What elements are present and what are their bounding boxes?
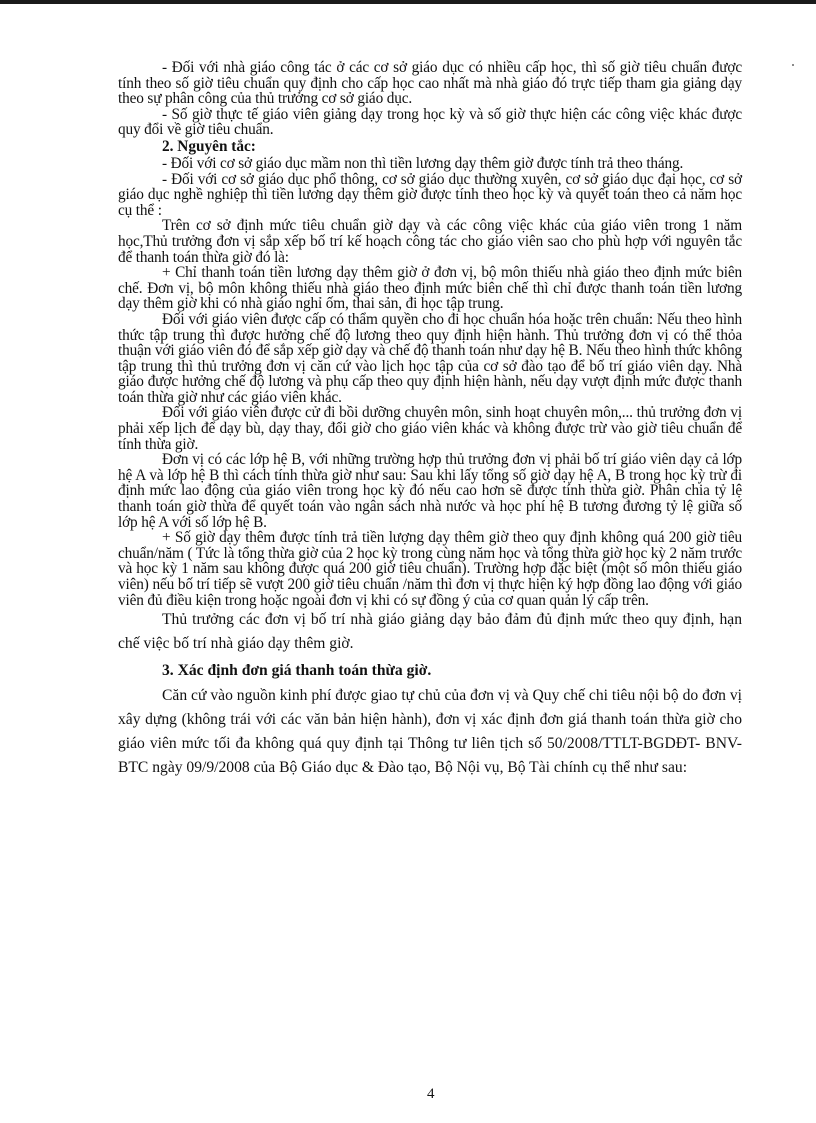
paragraph-actual-hours: - Số giờ thực tế giáo viên giảng dạy trong học kỳ và số giờ thực hiện các công việc khác được quy đổi về giờ tiêu chuẩn. — [118, 105, 742, 139]
paragraph-unit-price-basis: Căn cứ vào nguồn kinh phí được giao tự chủ của đơn vị và Quy chế chi tiêu nội bộ do đơn vị xây dựng (không trái với các văn bản hiện hành), đơn vị xác định đơn giá thanh toán thừa giờ cho giáo viên mức tối đa không quá quy định tại Thông tư liên tịch số 50/2008/TTLT-BGDĐT- BNV- BTC ngày 09/9/2008 của Bộ Giáo dục & Đào tạo, Bộ Nội vụ, Bộ Tài chính cụ thể như sau: — [118, 687, 742, 777]
paragraph-head-arrangement: Thủ trưởng các đơn vị bố trí nhà giáo giảng dạy bảo đảm đủ định mức theo quy định, hạn chế việc bố trí nhà giáo dạy thêm giờ. — [118, 611, 742, 653]
paragraph-multi-level-schools: - Đối với nhà giáo công tác ở các cơ sở giáo dục có nhiều cấp học, thì số giờ tiêu chuẩn được tính theo số giờ tiêu chuẩn quy định cho cấp học cao nhất mà nhà giáo đó trực tiếp tham gia giảng dạy theo sự phân công của thủ trưởng cơ sở giáo dục. — [118, 59, 742, 108]
paragraph-professional-development: Đối với giáo viên được cử đi bồi dưỡng chuyên môn, sinh hoạt chuyên môn,... thủ trưởng đơn vị phải xếp lịch để dạy bù, dạy thay, đổi giờ cho giáo viên khác và không được trừ vào giờ tiêu chuẩn để tính thừa giờ. — [118, 404, 742, 453]
scan-speck — [792, 64, 794, 66]
paragraph-training-teachers: Đối với giáo viên được cấp có thẩm quyền cho đi học chuẩn hóa hoặc trên chuẩn: Nếu theo hình thức tập trung thì được hưởng chế độ lương theo quy định hiện hành. Thủ trưởng đơn vị có thể thỏa thuận với giáo viên đó để sắp xếp giờ dạy và chế độ thanh toán như dạy hệ B. Nếu theo hình thức không tập trung thì thủ trưởng đơn vị căn cứ vào lịch học tập của cơ sở đào tạo để bố trí giáo viên dạy. Nhà giáo được hưởng chế độ lương và phụ cấp theo quy định hiện hành, nếu dạy vượt định mức được thanh toán thừa giờ như các giáo viên khác. — [118, 310, 742, 406]
paragraph-payment-rule: + Chỉ thanh toán tiền lương dạy thêm giờ ở đơn vị, bộ môn thiếu nhà giáo theo định mức biên chế. Đơn vị, bộ môn không thiếu nhà giáo theo định mức biên chế thì chỉ được thanh toán tiền lương dạy thêm giờ khi có nhà giáo nghỉ ốm, thai sản, đi học tập trung. — [118, 264, 742, 313]
paragraph-general-education: - Đối với cơ sở giáo dục phổ thông, cơ sở giáo dục thường xuyên, cơ sở giáo dục đại học, cơ sở giáo dục nghề nghiệp thì tiền lương dạy thêm giờ được tính theo học kỳ và quyết toán theo cả năm học cụ thể : — [118, 170, 742, 219]
top-border-line — [0, 0, 816, 4]
paragraph-standard-hours: Trên cơ sở định mức tiêu chuẩn giờ dạy và các công việc khác của giáo viên trong 1 năm học,Thủ trưởng đơn vị sắp xếp bố trí kế hoạch công tác cho giáo viên sao cho phù hợp với nguyên tắc để thanh toán thừa giờ đó là: — [118, 217, 742, 266]
heading-unit-price: 3. Xác định đơn giá thanh toán thừa giờ. — [162, 662, 432, 680]
page-number: 4 — [427, 1086, 435, 1102]
paragraph-class-system-b: Đơn vị có các lớp hệ B, với những trường hợp thủ trưởng đơn vị phải bố trí giáo viên dạy cả lớp hệ A và lớp hệ B thì cách tính thừa giờ như sau: Sau khi lấy tổng số giờ dạy hệ A, B trong học kỳ trừ đi định mức lao động của giáo viên trong học kỳ đó nếu cao hơn sẽ được tính thừa giờ. Phân chia tỷ lệ thanh toán giờ thừa để quyết toán vào ngân sách nhà nước và học phí hệ B tương đương tỷ lệ giữa số lớp hệ A với số lớp hệ B. — [118, 451, 742, 531]
paragraph-200-hours-limit: + Số giờ dạy thêm được tính trả tiền lượng dạy thêm giờ theo quy định không quá 200 giờ tiêu chuẩn/năm ( Tức là tổng thừa giờ của 2 học kỳ trong cùng năm học và tổng thừa giờ học kỳ 2 năm trước và học kỳ 1 năm sau không được quá 200 giờ tiêu chuẩn). Trường hợp đặc biệt (một số môn thiếu giáo viên) nếu bố trí tiếp sẽ vượt 200 giờ tiêu chuẩn /năm thì đơn vị thực hiện ký hợp đồng lao động với giáo viên đủ điều kiện trong hoặc ngoài đơn vị khi có sự đồng ý của cơ quan quản lý cấp trên. — [118, 529, 742, 609]
heading-principles: 2. Nguyên tắc: — [162, 137, 256, 155]
document-body — [118, 60, 742, 780]
paragraph-preschool: - Đối với cơ sở giáo dục mầm non thì tiền lương dạy thêm giờ được tính trả theo tháng. — [162, 154, 684, 172]
